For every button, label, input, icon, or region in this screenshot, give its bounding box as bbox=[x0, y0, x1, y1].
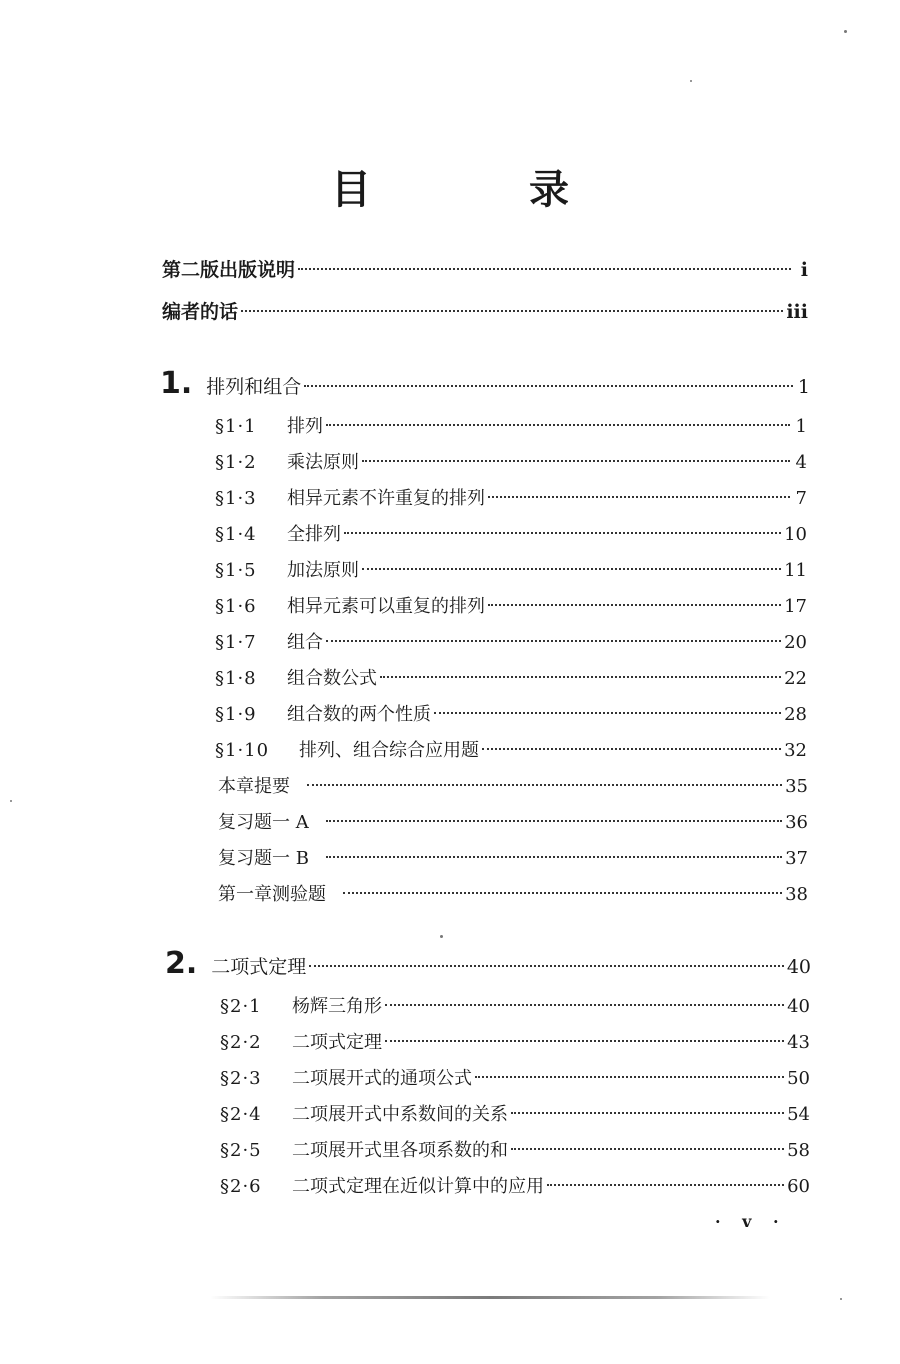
section-number: §1·1 bbox=[215, 416, 257, 437]
dot-leader bbox=[362, 550, 781, 570]
extra-page: 35 bbox=[785, 776, 808, 797]
section-page: 43 bbox=[787, 1032, 810, 1053]
toc-entry-label: 第二版出版说明 bbox=[162, 259, 296, 281]
section-title: 乘法原则 bbox=[287, 452, 359, 473]
extra-title: 第一章测验题 bbox=[218, 884, 326, 905]
toc-section[interactable] bbox=[220, 1136, 810, 1162]
dot-leader bbox=[343, 874, 782, 894]
section-page: 7 bbox=[795, 488, 807, 509]
toc-section[interactable] bbox=[220, 1064, 810, 1090]
section-page: 10 bbox=[784, 524, 807, 545]
section-number: §2·3 bbox=[220, 1068, 262, 1089]
section-number: §1·4 bbox=[215, 524, 257, 545]
chapter-number: 2. bbox=[165, 946, 198, 981]
dot-leader bbox=[475, 1058, 784, 1078]
toc-section[interactable] bbox=[220, 1100, 810, 1126]
section-title: 二项展开式的通项公式 bbox=[292, 1068, 472, 1089]
section-page: 20 bbox=[784, 632, 807, 653]
dot-leader bbox=[326, 802, 782, 822]
section-number: §1·8 bbox=[215, 668, 257, 689]
chapter-number: 1. bbox=[160, 366, 193, 401]
section-title: 组合 bbox=[287, 632, 323, 653]
section-page: 40 bbox=[787, 996, 810, 1017]
toc-section[interactable] bbox=[215, 484, 807, 510]
section-title: 排列 bbox=[287, 416, 323, 437]
section-number: §1·3 bbox=[215, 488, 257, 509]
toc-section[interactable] bbox=[220, 1028, 810, 1054]
section-page: 22 bbox=[784, 668, 807, 689]
toc-extra[interactable] bbox=[218, 772, 808, 798]
dot-leader bbox=[511, 1094, 784, 1114]
section-title: 相异元素可以重复的排列 bbox=[287, 596, 485, 617]
section-number: §2·1 bbox=[220, 996, 262, 1017]
dot-leader bbox=[326, 838, 782, 858]
toc-section[interactable] bbox=[215, 628, 807, 654]
dot-leader bbox=[326, 622, 781, 642]
section-page: 54 bbox=[787, 1104, 810, 1125]
section-page: 28 bbox=[784, 704, 807, 725]
extra-title: 复习题一 A bbox=[218, 812, 309, 833]
chapter-title: 排列和组合 bbox=[206, 376, 302, 398]
extra-page: 36 bbox=[785, 812, 808, 833]
toc-section[interactable] bbox=[215, 448, 807, 474]
dot-leader bbox=[326, 406, 790, 426]
dot-leader bbox=[298, 249, 791, 270]
dot-leader bbox=[241, 291, 783, 312]
scan-speck bbox=[840, 1298, 842, 1300]
dot-leader bbox=[488, 586, 781, 606]
chapter-page: 1 bbox=[797, 376, 810, 398]
scan-speck bbox=[10, 800, 12, 802]
section-page: 1 bbox=[795, 416, 807, 437]
section-title: 二项展开式里各项系数的和 bbox=[292, 1140, 508, 1161]
section-title: 全排列 bbox=[287, 524, 341, 545]
section-title: 相异元素不许重复的排列 bbox=[287, 488, 485, 509]
dot-leader bbox=[547, 1166, 784, 1186]
toc-section[interactable] bbox=[220, 1172, 810, 1198]
section-title: 排列、组合综合应用题 bbox=[299, 740, 479, 761]
section-page: 32 bbox=[784, 740, 807, 761]
extra-page: 37 bbox=[785, 848, 808, 869]
dot-leader bbox=[362, 442, 790, 462]
dot-leader bbox=[385, 986, 784, 1006]
section-number: §2·2 bbox=[220, 1032, 262, 1053]
extra-title: 复习题一 B bbox=[218, 848, 309, 869]
section-title: 加法原则 bbox=[287, 560, 359, 581]
page-number: · v · bbox=[715, 1212, 787, 1231]
dot-leader bbox=[482, 730, 781, 750]
dot-leader bbox=[304, 366, 793, 387]
page-title: 目 录 bbox=[331, 166, 641, 213]
section-page: 50 bbox=[787, 1068, 810, 1089]
scan-speck bbox=[690, 80, 692, 82]
section-page: 58 bbox=[787, 1140, 810, 1161]
toc-section[interactable] bbox=[215, 412, 807, 438]
toc-entry-front-2[interactable] bbox=[162, 297, 808, 324]
toc-section[interactable] bbox=[215, 736, 807, 762]
section-number: §1·10 bbox=[215, 740, 270, 761]
dot-leader bbox=[307, 766, 782, 786]
scan-artifact-line bbox=[210, 1296, 770, 1299]
toc-extra[interactable] bbox=[218, 808, 808, 834]
section-page: 60 bbox=[787, 1176, 810, 1197]
section-number: §2·5 bbox=[220, 1140, 262, 1161]
section-number: §1·9 bbox=[215, 704, 257, 725]
dot-leader bbox=[344, 514, 781, 534]
section-title: 组合数公式 bbox=[287, 668, 377, 689]
section-page: 11 bbox=[784, 560, 807, 581]
section-title: 组合数的两个性质 bbox=[287, 704, 431, 725]
section-number: §1·6 bbox=[215, 596, 257, 617]
section-number: §1·5 bbox=[215, 560, 257, 581]
toc-chapter-2[interactable] bbox=[165, 946, 811, 981]
scan-speck bbox=[844, 30, 847, 33]
dot-leader bbox=[385, 1022, 784, 1042]
toc-extra[interactable] bbox=[218, 880, 808, 906]
chapter-title: 二项式定理 bbox=[211, 956, 307, 978]
toc-chapter-1[interactable] bbox=[160, 366, 810, 401]
dot-leader bbox=[380, 658, 781, 678]
section-number: §1·7 bbox=[215, 632, 257, 653]
section-number: §1·2 bbox=[215, 452, 257, 473]
toc-entry-label: 编者的话 bbox=[162, 301, 239, 323]
section-title: 杨辉三角形 bbox=[292, 996, 382, 1017]
section-page: 17 bbox=[784, 596, 807, 617]
toc-section[interactable] bbox=[215, 520, 807, 546]
toc-section[interactable] bbox=[220, 992, 810, 1018]
section-title: 二项式定理在近似计算中的应用 bbox=[292, 1176, 544, 1197]
toc-section[interactable] bbox=[215, 592, 807, 618]
toc-section[interactable] bbox=[215, 556, 807, 582]
toc-entry-page: i bbox=[800, 259, 808, 281]
dot-leader bbox=[488, 478, 790, 498]
toc-entry-front-1[interactable] bbox=[162, 255, 808, 282]
section-title: 二项式定理 bbox=[292, 1032, 382, 1053]
dot-leader bbox=[434, 694, 781, 714]
toc-section[interactable] bbox=[215, 700, 807, 726]
section-number: §2·6 bbox=[220, 1176, 262, 1197]
extra-title: 本章提要 bbox=[218, 776, 290, 797]
extra-page: 38 bbox=[785, 884, 808, 905]
toc-entry-page: iii bbox=[786, 301, 808, 323]
dot-leader bbox=[309, 946, 784, 967]
toc-section[interactable] bbox=[215, 664, 807, 690]
toc-extra[interactable] bbox=[218, 844, 808, 870]
dot-leader bbox=[511, 1130, 784, 1150]
scan-speck bbox=[440, 935, 443, 938]
section-title: 二项展开式中系数间的关系 bbox=[292, 1104, 508, 1125]
section-number: §2·4 bbox=[220, 1104, 262, 1125]
chapter-page: 40 bbox=[786, 956, 811, 978]
section-page: 4 bbox=[795, 452, 807, 473]
